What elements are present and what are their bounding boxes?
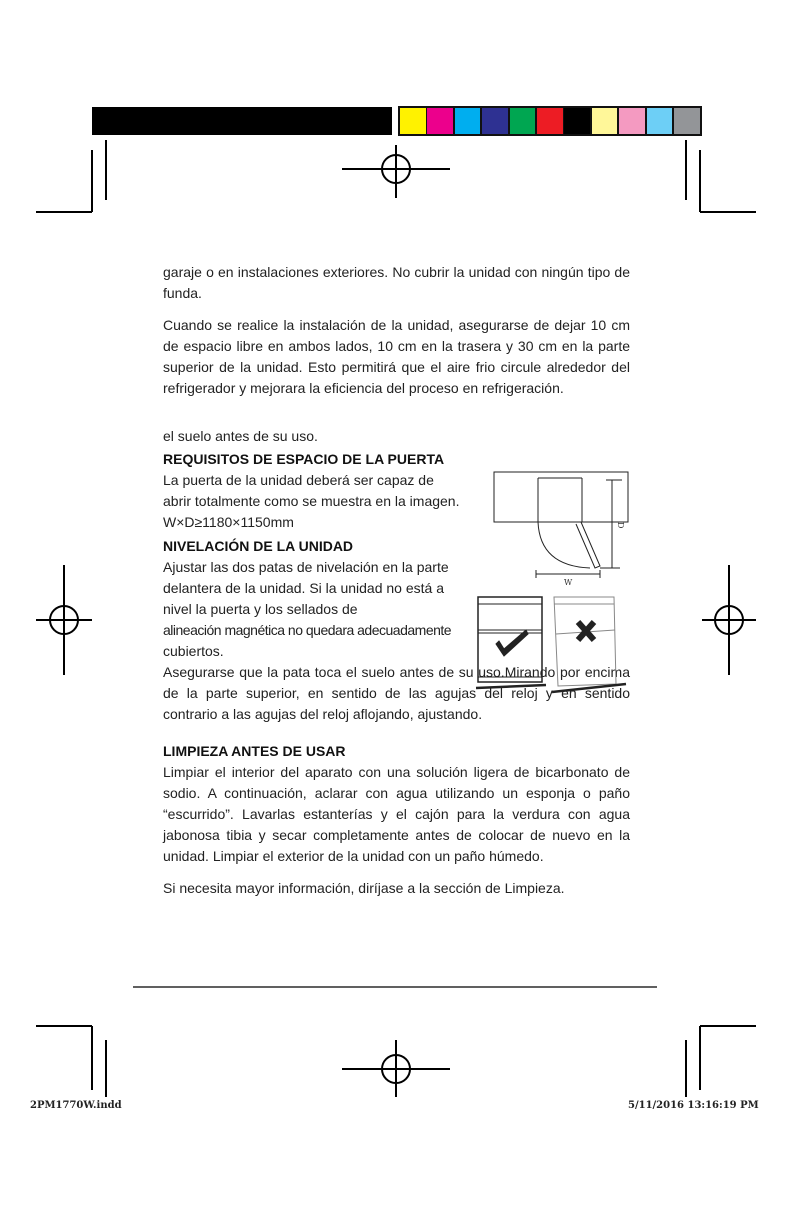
checkmark-icon — [496, 630, 528, 656]
leveling-diagram — [474, 594, 634, 694]
level-fridge-correct — [476, 597, 546, 688]
label-w: W — [564, 578, 573, 586]
door-space-formula: W×D≥1180×1150mm — [163, 514, 294, 530]
section-door-space — [163, 449, 463, 533]
footer-filename: 2PM1770W.indd — [30, 1100, 122, 1111]
tilted-fridge-incorrect — [552, 597, 626, 692]
footer-timestamp: 5/11/2016 13:16:19 PM — [628, 1100, 759, 1111]
paragraph-installation-location: garaje o en instalaciones exteriores. No cubrir la unidad con ningún tipo de funda. — [163, 264, 630, 301]
cross-icon — [578, 622, 594, 640]
registration-mark-left — [36, 565, 92, 675]
leveling-body-end: cubiertos. — [163, 643, 224, 659]
paragraph-clearance: Cuando se realice la instalación de la unidad, asegurarse de dejar 10 cm de espacio libre en ambos lados, 10 cm en la trasera y 30 cm en la parte superior de la unidad. Esto permitirá que el aire frio circule alrededor del refrigerador y mejorara la eficiencia del proceso en refrigeración. — [163, 317, 630, 396]
leveling-body: Ajustar las dos patas de nivelación en la parte delantera de la unidad. Si la unidad no está a nivel la puerta y los sellados de — [163, 559, 449, 617]
heading-cleaning: LIMPIEZA ANTES DE USAR — [163, 743, 346, 759]
leveling-body-condensed: alineación magnética no quedara adecuadamente — [163, 622, 452, 638]
section-cleaning — [163, 741, 630, 899]
label-d: D — [616, 522, 625, 529]
cleaning-note: Si necesita mayor información, diríjase a la sección de Limpieza. — [163, 880, 565, 896]
paragraph-leveling-adjust: Asegurarse que la pata toca el suelo antes de su uso.Mirando por encima de la parte superior, en sentido de las agujas del reloj y en sentido contrario a las agujas del reloj aflojando, ajustando. — [163, 664, 630, 722]
paragraph-floor: el suelo antes de su uso. — [163, 428, 318, 444]
registration-mark-right — [702, 565, 756, 675]
registration-mark-top — [342, 145, 450, 198]
door-clearance-diagram — [490, 466, 640, 586]
heading-leveling: NIVELACIÓN DE LA UNIDAD — [163, 538, 354, 554]
door-space-body: La puerta de la unidad deberá ser capaz de abrir totalmente como se muestra en la imagen. — [163, 472, 460, 509]
cleaning-body: Limpiar el interior del aparato con una solución ligera de bicarbonato de sodio. A continuación, aclarar con agua utilizando un esponja o paño “escurrido”. Lavarlas estanterías y el cajón para la verdura con agua jabonosa tibia y secar completamente antes de colocar de nuevo en la unidad. Limpiar el exterior de la unidad con un paño húmedo. — [163, 764, 630, 864]
heading-door-space: REQUISITOS DE ESPACIO DE LA PUERTA — [163, 451, 445, 467]
section-leveling — [163, 536, 463, 662]
registration-mark-bottom — [342, 1040, 450, 1097]
